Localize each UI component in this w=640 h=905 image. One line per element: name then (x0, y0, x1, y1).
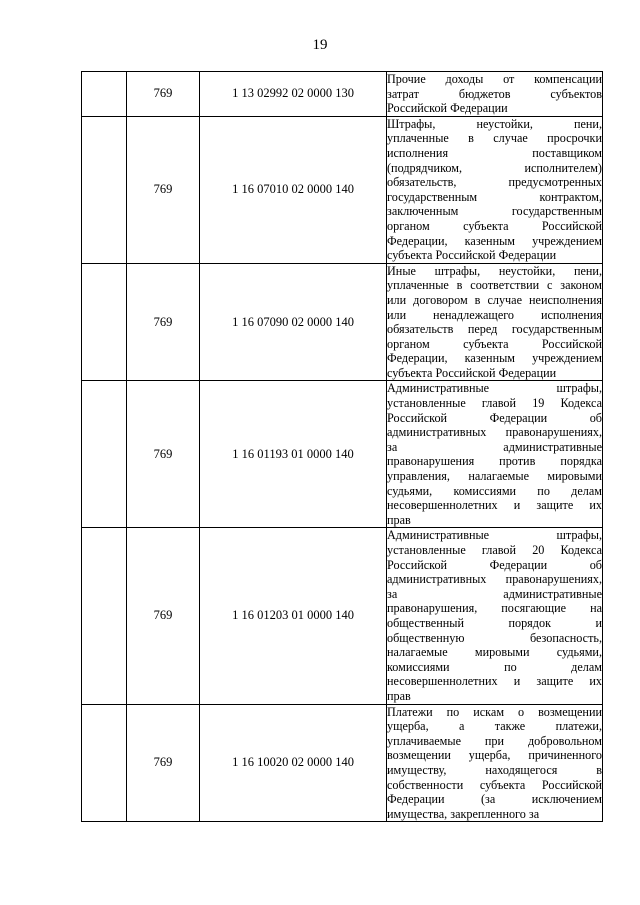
description-line: заключенным государственным (387, 204, 602, 219)
table-row (82, 381, 603, 528)
description-line: общественную безопасность, (387, 630, 602, 645)
description-line: или договором в случае неисполнения (387, 292, 602, 307)
kbk-code-cell: 1 16 01203 01 0000 140 (200, 528, 387, 704)
description-line: уплачиваемые при добровольном (387, 733, 602, 748)
description-line: Российской Федерации об (387, 410, 602, 425)
kbk-code-cell: 1 16 07090 02 0000 140 (200, 263, 387, 381)
description-line: судьями, комиссиями по делам (387, 483, 602, 498)
empty-cell (82, 116, 127, 263)
description-line: или ненадлежащего исполнения (387, 307, 602, 322)
empty-cell (82, 704, 127, 822)
description-line: имущества, закрепленного за (387, 806, 540, 821)
table-row (82, 116, 603, 263)
description-cell (387, 116, 603, 263)
description-cell (387, 72, 603, 117)
description-line: имуществу, находящегося в (387, 762, 602, 777)
description-line: Федерации, казенным учреждением (387, 233, 602, 248)
admin-code-cell: 769 (127, 116, 200, 263)
description-line: Штрафы, неустойки, пени, (387, 116, 602, 131)
description-line: органом субъекта Российской (387, 218, 602, 233)
description-line: обязательств перед государственным (387, 322, 602, 337)
description-line: установленные главой 20 Кодекса (387, 543, 602, 557)
description-line: прав (387, 512, 411, 527)
description-line: налагаемые мировыми судьями, (387, 645, 602, 660)
description-line: Федерации, казенным учреждением (387, 351, 602, 366)
description-line: затрат бюджетов субъектов (387, 86, 602, 101)
admin-code-cell: 769 (127, 381, 200, 528)
kbk-code-cell: 1 16 01193 01 0000 140 (200, 381, 387, 528)
description-line: правонарушения, посягающие на (387, 601, 602, 616)
admin-code-cell: 769 (127, 263, 200, 381)
description-line: прав (387, 688, 411, 703)
description-line: административных правонарушениях, (387, 425, 602, 440)
description-line: установленные главой 19 Кодекса (387, 396, 602, 411)
description-line: несовершеннолетних и защите их (387, 498, 602, 513)
kbk-code-cell: 1 13 02992 02 0000 130 (200, 72, 387, 117)
table-row (82, 528, 603, 704)
description-line: Российской Федерации (387, 101, 508, 116)
description-line: уплаченные в соответствии с законом (387, 278, 602, 293)
empty-cell (82, 72, 127, 117)
description-line: Иные штрафы, неустойки, пени, (387, 263, 602, 278)
description-line: правонарушения против порядка (387, 454, 602, 469)
description-cell (387, 381, 603, 528)
table-row (82, 72, 603, 117)
description-line: общественный порядок и (387, 615, 602, 630)
description-line: за административные (387, 586, 602, 601)
description-line: субъекта Российской Федерации (387, 248, 557, 263)
description-line: Платежи по искам о возмещении (387, 704, 602, 719)
description-line: административных правонарушениях, (387, 572, 602, 587)
description-line: комиссиями по делам (387, 659, 602, 674)
description-line: Федерации (за исключением (387, 792, 602, 807)
description-cell (387, 263, 603, 381)
budget-classification-table (81, 71, 603, 822)
description-line: обязательств, предусмотренных (387, 175, 602, 190)
description-line: Административные штрафы, (387, 381, 602, 396)
description-line: субъекта Российской Федерации (387, 365, 557, 380)
description-line: несовершеннолетних и защите их (387, 674, 602, 689)
description-line: за административные (387, 439, 602, 454)
empty-cell (82, 263, 127, 381)
kbk-code-cell: 1 16 07010 02 0000 140 (200, 116, 387, 263)
description-line: исполнения поставщиком (387, 145, 602, 160)
description-line: собственности субъекта Российской (387, 777, 602, 792)
table-row (82, 704, 603, 822)
description-line: государственным контрактом, (387, 189, 602, 204)
kbk-code-cell: 1 16 10020 02 0000 140 (200, 704, 387, 822)
description-cell (387, 528, 603, 704)
description-line: управления, налагаемые мировыми (387, 469, 602, 484)
description-line: (подрядчиком, исполнителем) (387, 160, 602, 175)
description-line: Административные штрафы, (387, 528, 602, 543)
description-line: органом субъекта Российской (387, 336, 602, 351)
admin-code-cell: 769 (127, 704, 200, 822)
admin-code-cell: 769 (127, 72, 200, 117)
admin-code-cell: 769 (127, 528, 200, 704)
description-line: возмещении ущерба, причиненного (387, 748, 602, 763)
empty-cell (82, 381, 127, 528)
description-line: ущерба, а также платежи, (387, 719, 602, 734)
description-line: Прочие доходы от компенсации (387, 72, 602, 86)
page-number: 19 (312, 37, 328, 53)
empty-cell (82, 528, 127, 704)
description-line: уплаченные в случае просрочки (387, 131, 602, 146)
description-cell (387, 704, 603, 822)
description-line: Российской Федерации об (387, 557, 602, 572)
table-row (82, 263, 603, 381)
